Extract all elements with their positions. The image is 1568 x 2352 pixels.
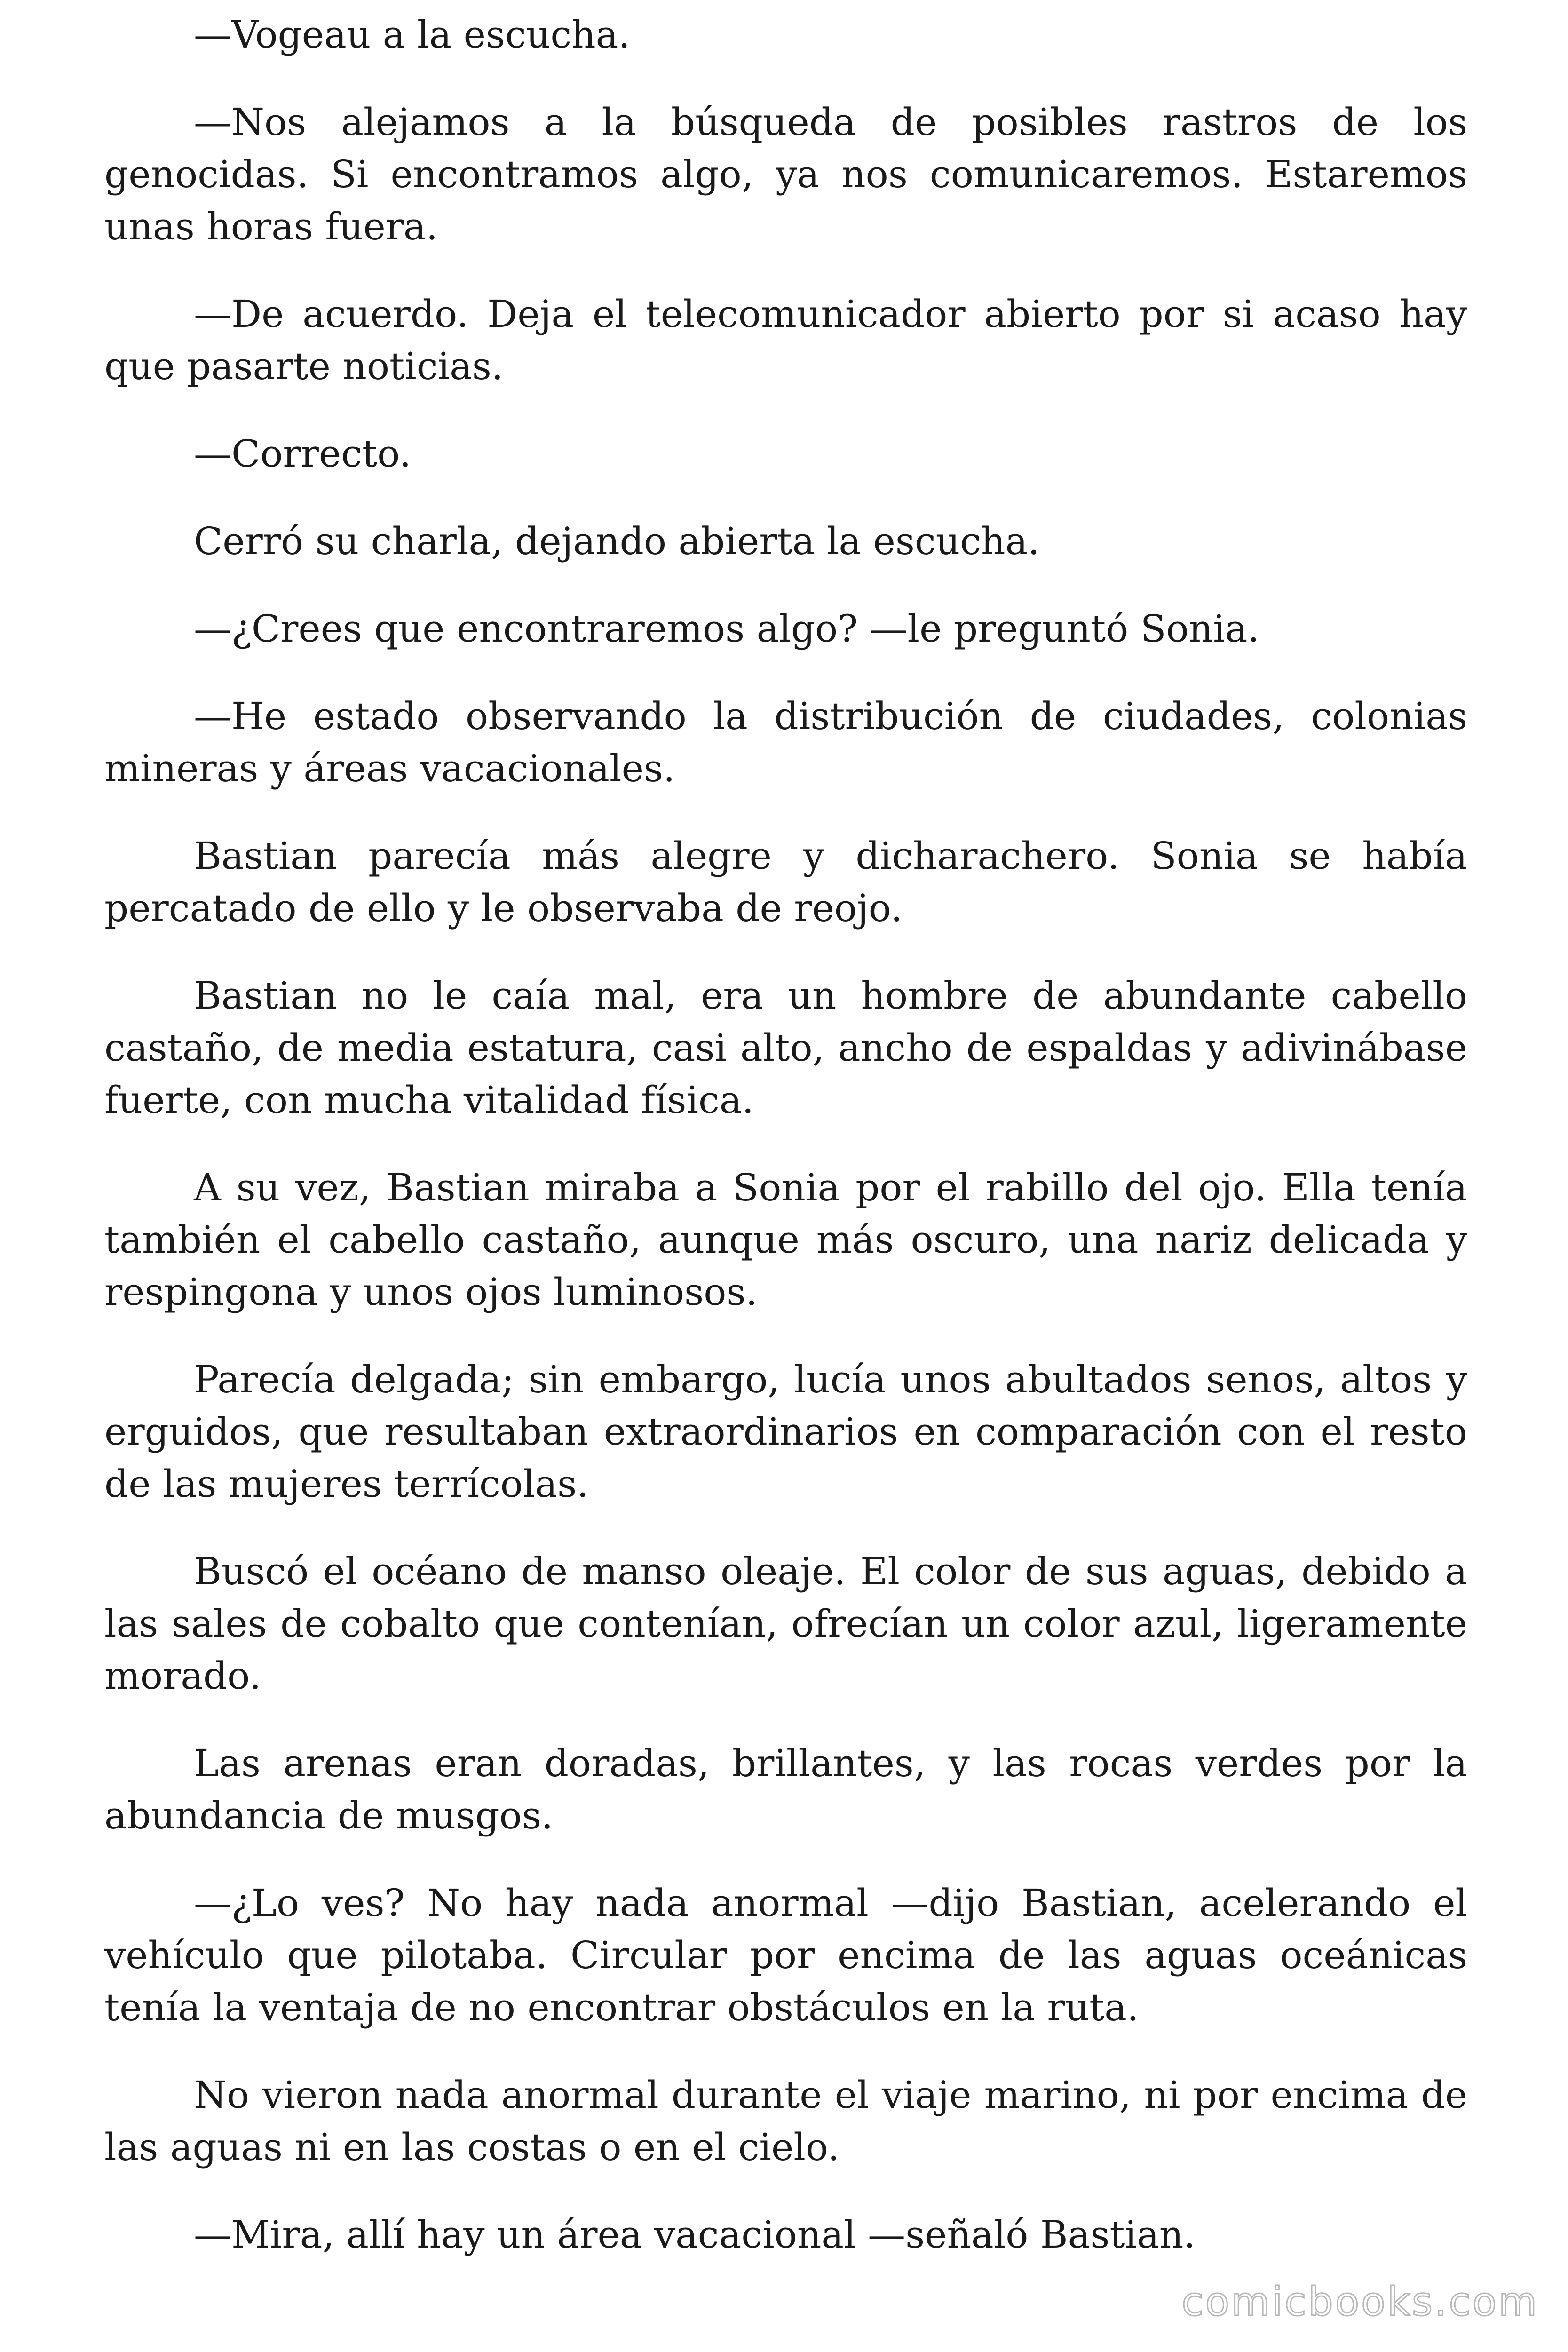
watermark: comicbooks.com: [1181, 2279, 1539, 2325]
page-body-text: [104, 8, 1467, 2296]
paragraph-14: —¿Lo ves? No hay nada anormal —dijo Bastian, acelerando el vehículo que pilotaba. Circular por encima de las aguas oceánicas tenía la ventaja de no encontrar obstáculos en la ruta.: [104, 1881, 1467, 2029]
paragraph-11: Parecía delgada; sin embargo, lucía unos abultados senos, altos y erguidos, que resultaban extraordinarios en comparación con el resto de las mujeres terrícolas.: [104, 1358, 1467, 1506]
paragraph-2: —Nos alejamos a la búsqueda de posibles rastros de los genocidas. Si encontramos algo, ya nos comunicaremos. Estaremos unas horas fuera.: [104, 100, 1467, 248]
paragraph-6: —¿Crees que encontraremos algo? —le preguntó Sonia.: [194, 607, 1259, 651]
paragraph-3: —De acuerdo. Deja el telecomunicador abierto por si acaso hay que pasarte noticias.: [104, 292, 1467, 388]
paragraph-12: Buscó el océano de manso oleaje. El color de sus aguas, debido a las sales de cobalto que contenían, ofrecían un color azul, ligeramente morado.: [104, 1549, 1467, 1698]
paragraph-7: —He estado observando la distribución de ciudades, colonias mineras y áreas vacacionales.: [104, 694, 1467, 790]
paragraph-9: Bastian no le caía mal, era un hombre de abundante cabello castaño, de media estatura, casi alto, ancho de espaldas y adivinábase fuerte, con mucha vitalidad física.: [104, 974, 1467, 1122]
paragraph-15: No vieron nada anormal durante el viaje marino, ni por encima de las aguas ni en las costas o en el cielo.: [104, 2073, 1467, 2169]
paragraph-4: —Correcto.: [194, 432, 412, 476]
paragraph-5: Cerró su charla, dejando abierta la escucha.: [194, 519, 1040, 563]
paragraph-13: Las arenas eran doradas, brillantes, y las rocas verdes por la abundancia de musgos.: [104, 1741, 1467, 1837]
paragraph-1: —Vogeau a la escucha.: [194, 13, 630, 56]
paragraph-8: Bastian parecía más alegre y dicharachero. Sonia se había percatado de ello y le observaba de reojo.: [104, 834, 1467, 930]
paragraph-16: —Mira, allí hay un área vacacional —señaló Bastian.: [194, 2213, 1196, 2257]
paragraph-10: A su vez, Bastian miraba a Sonia por el rabillo del ojo. Ella tenía también el cabello castaño, aunque más oscuro, una nariz delicada y respingona y unos ojos luminosos.: [104, 1166, 1467, 1314]
